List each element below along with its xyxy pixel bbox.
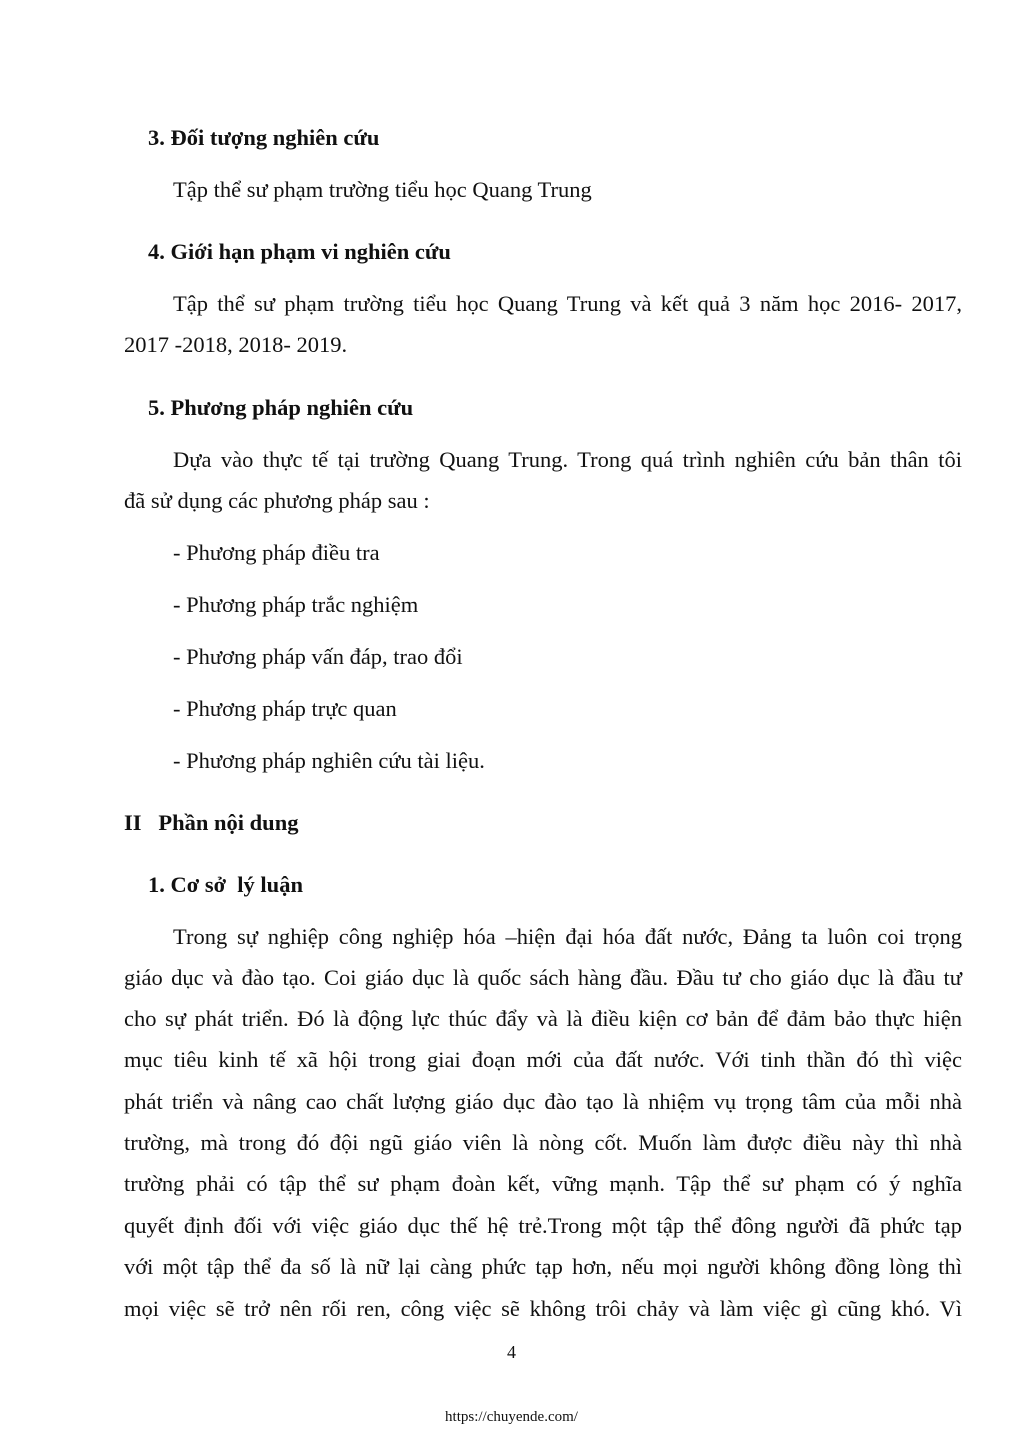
section-4-heading: 4. Giới hạn phạm vi nghiên cứu xyxy=(148,239,451,264)
theory-paragraph-line: phát triển và nâng cao chất lượng giáo dục đào tạo là nhiệm vụ trọng tâm của mỗi nhà xyxy=(124,1089,962,1114)
section-5-heading: 5. Phương pháp nghiên cứu xyxy=(148,395,414,420)
page-number: 4 xyxy=(507,1342,516,1362)
theory-paragraph-line: mục tiêu kinh tế xã hội trong giai đoạn mới của đất nước. Với tinh thần đó thì việc xyxy=(124,1047,962,1072)
method-list-item: - Phương pháp vấn đáp, trao đổi xyxy=(173,644,463,669)
method-list-item: - Phương pháp trắc nghiệm xyxy=(173,592,419,617)
part-2-heading: II Phần nội dung xyxy=(124,810,299,835)
section-3-body: Tập thể sư phạm trường tiểu học Quang Trung xyxy=(173,177,592,202)
theory-paragraph-line: trường phải có tập thể sư phạm đoàn kết, vững mạnh. Tập thể sư phạm có ý nghĩa xyxy=(124,1171,962,1196)
theory-paragraph-line: trường, mà trong đó đội ngũ giáo viên là nòng cốt. Muốn làm được điều này thì nhà xyxy=(124,1130,962,1155)
method-list-item: - Phương pháp nghiên cứu tài liệu. xyxy=(173,748,485,773)
section-4-body-line: Tập thể sư phạm trường tiểu học Quang Trung và kết quả 3 năm học 2016- 2017, xyxy=(173,291,962,316)
method-list-item: - Phương pháp điều tra xyxy=(173,540,380,565)
section-5-body-line: đã sử dụng các phương pháp sau : xyxy=(124,488,430,513)
theory-paragraph-line: quyết định đối với việc giáo dục thế hệ trẻ.Trong một tập thể đông người đã phức tạp xyxy=(124,1213,962,1238)
theory-heading: 1. Cơ sở lý luận xyxy=(148,872,303,897)
theory-paragraph-line: giáo dục và đào tạo. Coi giáo dục là quốc sách hàng đầu. Đầu tư cho giáo dục là đầu tư xyxy=(124,965,962,990)
theory-paragraph-line: mọi việc sẽ trở nên rối ren, công việc sẽ không trôi chảy và làm việc gì cũng khó. Vì xyxy=(124,1296,962,1321)
theory-paragraph-line: cho sự phát triển. Đó là động lực thúc đẩy và là điều kiện cơ bản để đảm bảo thực hiện xyxy=(124,1006,962,1031)
section-5-body-line: Dựa vào thực tế tại trường Quang Trung. Trong quá trình nghiên cứu bản thân tôi xyxy=(173,447,962,472)
section-4-body-line: 2017 -2018, 2018- 2019. xyxy=(124,332,348,357)
method-list-item: - Phương pháp trực quan xyxy=(173,696,397,721)
theory-paragraph-line: Trong sự nghiệp công nghiệp hóa –hiện đại hóa đất nước, Đảng ta luôn coi trọng xyxy=(173,924,962,949)
footer-url: https://chuyende.com/ xyxy=(445,1409,578,1425)
section-3-heading: 3. Đối tượng nghiên cứu xyxy=(148,125,380,150)
theory-paragraph-line: với một tập thể đa số là nữ lại càng phức tạp hơn, nếu mọi người không đồng lòng thì xyxy=(124,1254,962,1279)
